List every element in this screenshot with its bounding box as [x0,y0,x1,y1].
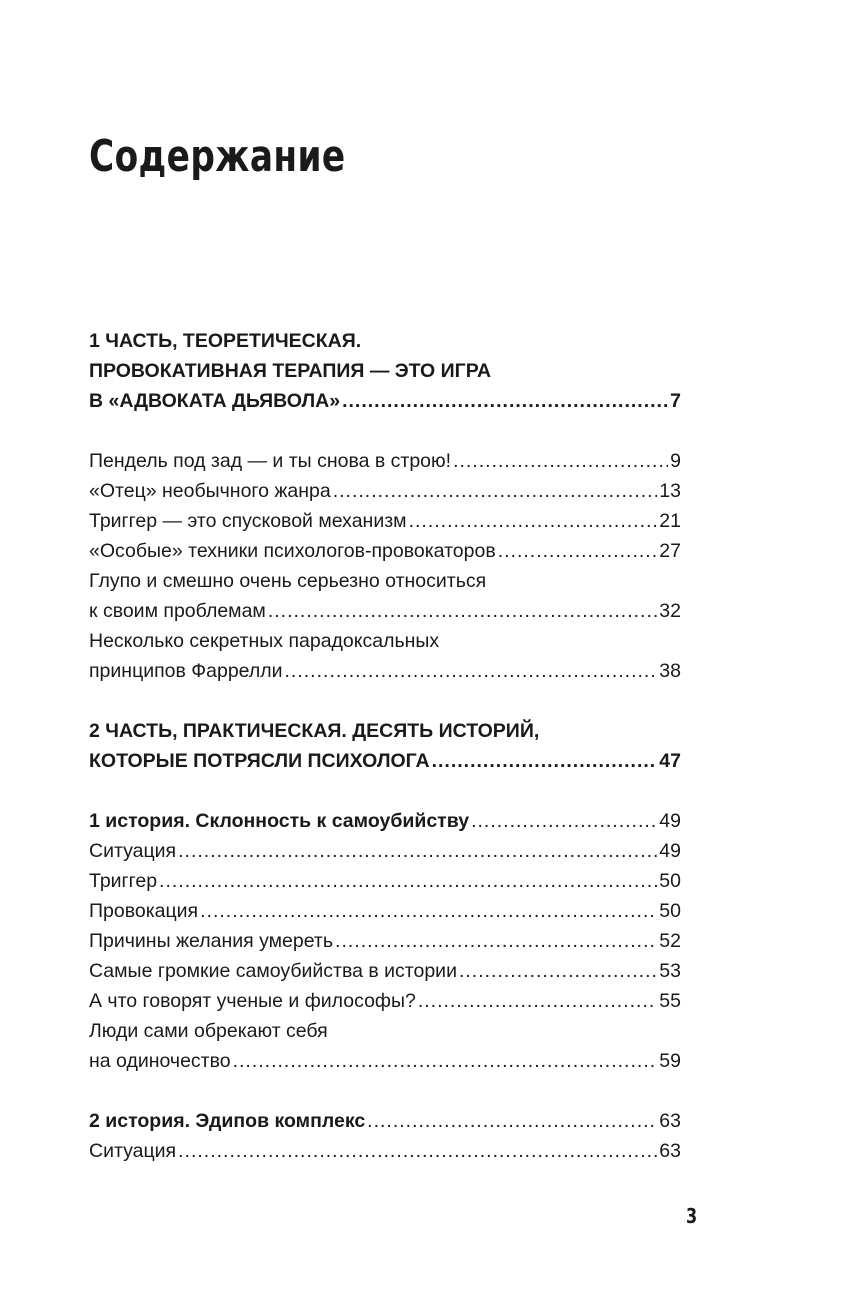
leader-dots [333,476,658,506]
toc-page-number: 13 [659,480,681,502]
toc-entry [89,656,681,686]
toc-entry-text: Триггер — это спусковой механизм [89,510,407,532]
toc-entry-text: В «АДВОКАТА ДЬЯВОЛА» [89,390,341,412]
toc-entry-text: 2 ЧАСТЬ, ПРАКТИЧЕСКАЯ. ДЕСЯТЬ ИСТОРИЙ, [89,720,540,742]
toc-entry [89,836,681,866]
toc-page-number: 27 [659,540,681,562]
leader-dots [418,986,657,1016]
leader-dots [409,506,658,536]
toc-page-number: 38 [659,660,681,682]
toc-entry-text: «Особые» техники психологов-провокаторов [89,540,496,562]
leader-dots [432,746,658,776]
toc-entry [89,896,681,926]
leader-dots [498,536,658,566]
toc-entry-text: принципов Фаррелли [89,660,283,682]
toc-page-number: 53 [659,960,681,982]
toc-page-number: 59 [659,1050,681,1072]
toc-page-number: 21 [659,510,681,532]
toc-entry [89,1046,681,1076]
toc-entry-text: «Отец» необычного жанра [89,480,331,502]
toc-entry-text: Пендель под зад — и ты снова в строю! [89,450,452,472]
leader-dots [200,896,657,926]
toc-entry [89,446,681,476]
leader-dots [233,1046,658,1076]
toc-entry [89,746,681,776]
toc-entry [89,866,681,896]
toc-entry [89,926,681,956]
toc-entry-text: Самые громкие самоубийства в истории [89,960,457,982]
toc-entry-text: Ситуация [89,840,177,862]
toc-entry [89,596,681,626]
page-title: Содержание [89,131,346,182]
toc-entry [89,626,681,656]
toc-entry-text: Люди сами обрекают себя [89,1020,328,1042]
toc-entry-text: Провокация [89,900,199,922]
toc-entry [89,476,681,506]
toc-entry-text: А что говорят ученые и философы? [89,990,416,1012]
toc-entry-text: 1 ЧАСТЬ, ТЕОРЕТИЧЕСКАЯ. [89,330,362,352]
toc-page-number: 32 [659,600,681,622]
toc-entry-text: Глупо и смешно очень серьезно относиться [89,570,487,592]
toc-entry [89,1136,681,1166]
toc-page-number: 50 [659,870,681,892]
leader-dots [342,386,668,416]
toc-page-number: 49 [659,810,681,832]
toc-page-number: 49 [659,840,681,862]
toc-entry [89,356,681,386]
toc-entry-text: КОТОРЫЕ ПОТРЯСЛИ ПСИХОЛОГА [89,750,430,772]
toc-entry [89,506,681,536]
leader-dots [178,836,657,866]
leader-dots [453,446,668,476]
leader-dots [367,1106,657,1136]
toc-page-number: 7 [670,390,681,412]
toc-entry-text: 2 история. Эдипов комплекс [89,1110,366,1132]
toc-entry [89,1106,681,1136]
toc-entry [89,806,681,836]
toc-entry-text: на одиночество [89,1050,231,1072]
leader-dots [285,656,658,686]
leader-dots [459,956,657,986]
toc-entry-text: Причины желания умереть [89,930,334,952]
toc-entry-text: Триггер [89,870,158,892]
toc-page-number: 47 [659,750,681,772]
toc-entry [89,956,681,986]
toc-entry-text: 1 история. Склонность к самоубийству [89,810,470,832]
leader-dots [335,926,657,956]
toc-page-number: 63 [659,1140,681,1162]
toc-entry [89,1016,681,1046]
toc-page-number: 52 [659,930,681,952]
toc-entry [89,986,681,1016]
leader-dots [268,596,657,626]
toc-entry [89,566,681,596]
toc-entry [89,536,681,566]
toc-page-number: 50 [659,900,681,922]
toc-entry-text: к своим проблемам [89,600,266,622]
toc-entry [89,326,681,356]
toc-entry-text: ПРОВОКАТИВНАЯ ТЕРАПИЯ — ЭТО ИГРА [89,360,492,382]
toc-entry-text: Несколько секретных парадоксальных [89,630,440,652]
leader-dots [159,866,657,896]
toc-page-number: 55 [659,990,681,1012]
toc-page-number: 63 [659,1110,681,1132]
toc-entry [89,386,681,416]
toc-entry [89,716,681,746]
toc-entry-text: Ситуация [89,1140,177,1162]
leader-dots [471,806,657,836]
page-number: 3 [686,1204,698,1228]
toc-page-number: 9 [670,450,681,472]
leader-dots [178,1136,657,1166]
